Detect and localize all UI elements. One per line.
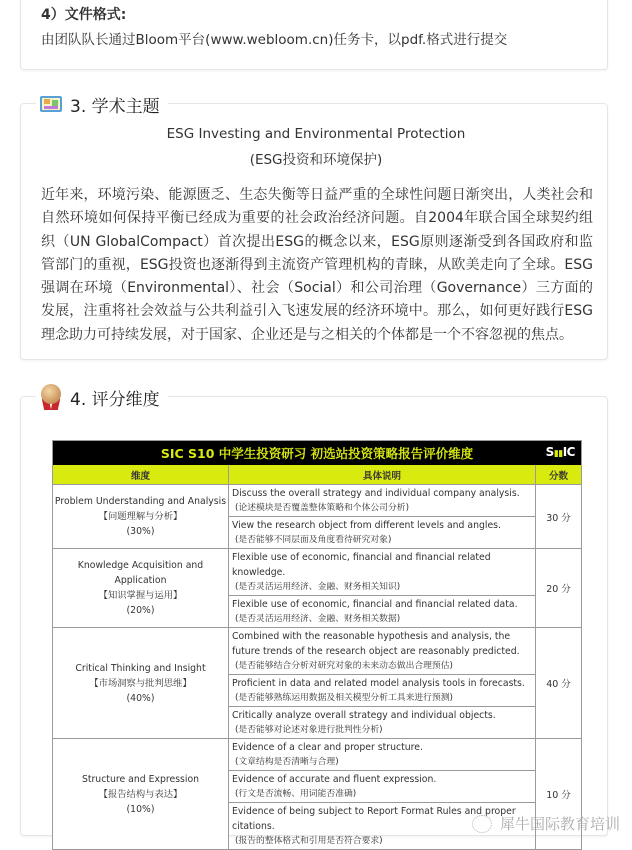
dimension-cn: 【市场洞察与批判思维】 — [89, 677, 192, 689]
criterion — [229, 739, 535, 770]
scoring-title-text: 4. 评分维度 — [70, 389, 160, 410]
rubric-group — [53, 548, 581, 627]
criterion — [229, 516, 535, 548]
academic-topic-title — [36, 92, 168, 116]
criterion-en: View the research object from different levels and angles. — [232, 520, 501, 531]
criterion-cn: (文章结构是否清晰与合理) — [235, 757, 339, 767]
criterion-cn: (是否灵活运用经济、金融、财务相关数据) — [235, 614, 401, 624]
dimension-cn: 【报告结构与表达】 — [98, 788, 183, 800]
dimension-cn: 【知识掌握与运用】 — [98, 590, 183, 601]
criterion — [229, 595, 535, 627]
criterion-cn: (报告的整体格式和引用是否符合要求) — [235, 836, 383, 846]
sic-logo: S▮▮IC — [545, 445, 575, 459]
watermark — [472, 813, 620, 834]
header-score: 分数 — [548, 470, 568, 482]
header-dimension: 维度 — [53, 465, 229, 484]
criterion-en: Flexible use of economic, financial and financial related knowledge. — [232, 552, 491, 578]
dimension-cell — [53, 485, 229, 548]
watermark-text: 犀牛国际教育培训 — [499, 815, 620, 833]
dimension-cell — [53, 739, 229, 849]
rubric-title: SIC S10 中学生投资研习 初选站投资策略报告评价维度 — [160, 446, 474, 461]
scoring-title — [36, 383, 168, 411]
criterion — [229, 549, 535, 595]
criteria-cell — [229, 628, 536, 738]
score-cell: 30 分 — [546, 512, 571, 524]
criterion-en: Combined with the reasonable hypothesis and analysis, the future trends of the research object are reasonably predicted. — [232, 631, 520, 657]
criterion-cn: (是否能够不同层面及角度看待研究对象) — [235, 535, 392, 545]
criterion-en: Proficient in data and related model analysis tools in forecasts. — [232, 678, 525, 689]
criterion-cn: (是否灵活运用经济、金融、财务相关知识) — [235, 582, 401, 592]
criterion — [229, 628, 535, 674]
wechat-icon — [472, 815, 492, 833]
rubric-table — [52, 440, 582, 850]
criterion-en: Evidence of being subject to Report Format Rules and proper citations. — [232, 806, 516, 832]
score-cell: 20 分 — [546, 584, 571, 595]
dimension-en: Structure and Expression — [81, 773, 200, 785]
criterion-en: Critically analyze overall strategy and individual objects. — [232, 710, 496, 721]
topic-paragraph: 近年来，环境污染、能源匮乏、生态失衡等日益严重的全球性问题日渐突出，人类社会和自然环境如何保持平衡已经成为重要的社会政治经济问题。自2004年联合国全球契约组织（UN GlobalCompact）首次提出ESG的概念以来，ESG原则逐渐受到各国政府和监管部门的重视，ESG投资也逐渐得到主流资产管理机构的青睐，从欧美走向了全球。ESG强调在环境（Environmental）、社会（Social）和公司治理（Governance）三方面的发展，注重将社会效益与公共利益引入飞速发展的经济环境中。那么，如何更好践行ESG理念助力可持续发展，对于国家、企业还是与之相关的个体都是一个不容忽视的焦点。 — [41, 187, 593, 343]
file-format-text: 由团队队长通过Bloom平台(www.webloom.cn)任务卡，以pdf.格式进行提交 — [41, 32, 508, 48]
dimension-en: Knowledge Acquisition and Application — [77, 560, 204, 586]
file-format-card — [20, 0, 608, 70]
dimension-weight: (10%) — [126, 803, 155, 815]
criterion — [229, 485, 535, 516]
dimension-cn: 【问题理解与分析】 — [98, 511, 183, 522]
criterion-cn: (行文是否流畅、用词能否准确) — [235, 789, 357, 799]
dimension-weight: (20%) — [126, 605, 155, 616]
bars-icon: ▮▮ — [553, 449, 563, 459]
criterion — [229, 706, 535, 738]
dimension-en: Critical Thinking and Insight — [75, 662, 206, 674]
topic-title-english: ESG Investing and Environmental Protection — [166, 126, 466, 142]
criterion-cn: (是否能够结合分析对研究对象的未来动态做出合理预估) — [235, 661, 453, 671]
criteria-cell — [229, 485, 536, 548]
dimension-cell — [53, 628, 229, 738]
rubric-group — [53, 627, 581, 738]
dimension-weight: (30%) — [126, 526, 155, 537]
criterion — [229, 770, 535, 802]
topic-title-chinese: (ESG投资和环境保护) — [249, 152, 383, 168]
rubric-group — [53, 484, 581, 548]
rubric-title-bar — [53, 441, 581, 465]
criterion-cn: (是否能够对论述对象进行批判性分析) — [235, 725, 383, 735]
medal-icon — [40, 384, 62, 410]
academic-topic-title-text: 3. 学术主题 — [70, 96, 160, 117]
score-cell: 40 分 — [546, 679, 571, 690]
dimension-weight: (40%) — [126, 692, 155, 704]
criterion-cn: (是否能够熟练运用数据及相关模型分析工具来进行预测) — [235, 693, 453, 703]
criterion-cn: (论述模块是否覆盖整体策略和个体公司分析) — [235, 503, 410, 513]
criterion — [229, 674, 535, 706]
board-icon — [40, 95, 62, 113]
dimension-cell — [53, 549, 229, 627]
criterion-en: Discuss the overall strategy and individual company analysis. — [232, 488, 520, 499]
score-cell: 10 分 — [546, 790, 571, 801]
criterion-en: Flexible use of economic, financial and financial related data. — [232, 599, 518, 610]
criterion-en: Evidence of a clear and proper structure. — [232, 742, 423, 753]
criterion-en: Evidence of accurate and fluent expression. — [232, 774, 437, 785]
rubric-header-row — [53, 465, 581, 484]
dimension-en: Problem Understanding and Analysis — [54, 496, 227, 507]
header-description: 具体说明 — [229, 465, 536, 484]
criteria-cell — [229, 549, 536, 627]
file-format-heading: 4）文件格式: — [41, 7, 127, 23]
